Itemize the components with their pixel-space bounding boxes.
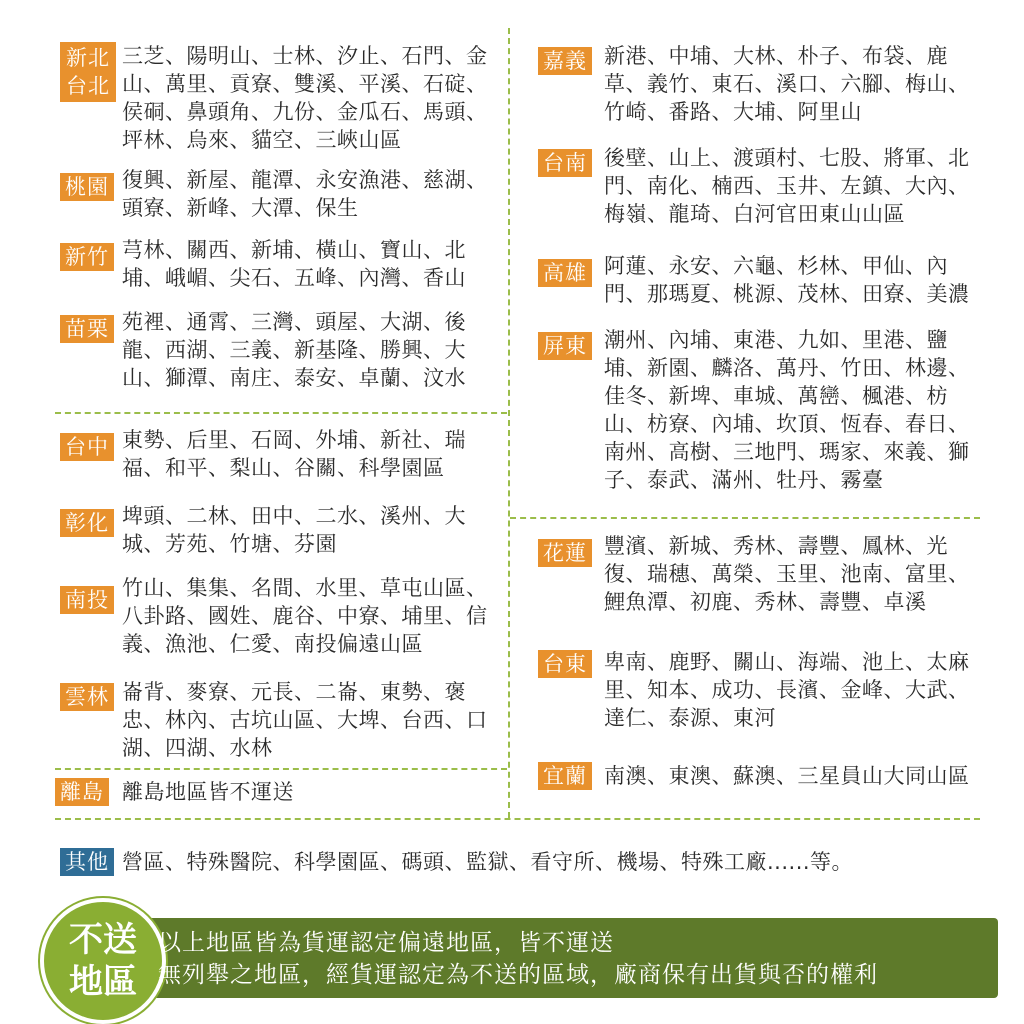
- notice-line-2: 無列舉之地區，經貨運認定為不送的區域，廠商保有出貨與否的權利: [158, 962, 878, 988]
- region-tag: 嘉義: [538, 47, 592, 75]
- region-text: 潮州、內埔、東港、九如、里港、鹽埔、新園、麟洛、萬丹、竹田、林邊、佳冬、新埤、車城、萬巒、楓港、枋山、枋寮、內埔、坎頂、恆春、春日、南州、高樹、三地門、瑪家、來義、獅子、泰武、滿州、牡丹、霧臺: [604, 328, 970, 492]
- region-taitung: [538, 648, 978, 732]
- region-tag: 花蓮: [538, 539, 592, 567]
- region-tag: 台南: [538, 149, 592, 177]
- region-nantou: [60, 574, 500, 658]
- region-text: 南澳、東澳、蘇澳、三星員山大同山區: [604, 764, 970, 788]
- region-tag: 新北 台北: [60, 42, 116, 102]
- region-chiayi: [538, 42, 978, 126]
- region-kaohsiung: [538, 252, 978, 308]
- region-tag: 其他: [60, 848, 114, 876]
- region-tag: 彰化: [60, 509, 114, 537]
- region-text: 三芝、陽明山、士林、汐止、石門、金山、萬里、貢寮、雙溪、平溪、石碇、侯硐、鼻頭角、九份、金瓜石、馬頭、坪林、烏來、貓空、三峽山區: [122, 44, 488, 152]
- region-tag: 台東: [538, 650, 592, 678]
- region-tag: 屏東: [538, 332, 592, 360]
- region-tag: 南投: [60, 586, 114, 614]
- region-tag: 宜蘭: [538, 762, 592, 790]
- region-text: 新港、中埔、大林、朴子、布袋、鹿草、義竹、東石、溪口、六腳、梅山、竹崎、番路、大埔、阿里山: [604, 44, 970, 124]
- region-changhua: [60, 502, 500, 558]
- region-others: [60, 848, 990, 876]
- region-pingtung: [538, 326, 978, 494]
- region-text: 崙背、麥寮、元長、二崙、東勢、褒忠、林內、古坑山區、大埤、台西、口湖、四湖、水林: [122, 680, 488, 760]
- region-yilan: [538, 762, 978, 790]
- notice-line-1: 以上地區皆為貨運認定偏遠地區，皆不運送: [158, 930, 614, 956]
- region-hsinchu: [60, 236, 500, 292]
- region-tag: 雲林: [60, 683, 114, 711]
- region-tag: 新竹: [60, 243, 114, 271]
- region-new-taipei: [60, 42, 500, 154]
- no-delivery-badge: 不送 地區: [40, 898, 166, 1024]
- region-taichung: [60, 426, 500, 482]
- region-miaoli: [60, 308, 500, 392]
- region-text: 苑裡、通霄、三灣、頭屋、大湖、後龍、西湖、三義、新基隆、勝興、大山、獅潭、南庄、泰安、卓蘭、汶水: [122, 310, 466, 390]
- region-text: 離島地區皆不運送: [122, 780, 294, 804]
- region-tag: 高雄: [538, 259, 592, 287]
- region-text: 卑南、鹿野、關山、海端、池上、太麻里、知本、成功、長濱、金峰、大武、達仁、泰源、東河: [604, 650, 970, 730]
- region-text: 復興、新屋、龍潭、永安漁港、慈湖、頭寮、新峰、大潭、保生: [122, 168, 488, 220]
- region-text: 竹山、集集、名間、水里、草屯山區、八卦路、國姓、鹿谷、中寮、埔里、信義、漁池、仁愛、南投偏遠山區: [122, 576, 488, 656]
- region-yunlin: [60, 678, 500, 762]
- left-section-divider: [55, 412, 507, 414]
- right-section-divider: [510, 517, 980, 519]
- column-divider: [508, 28, 510, 818]
- region-tag: 苗栗: [60, 315, 114, 343]
- region-text: 阿蓮、永安、六龜、杉林、甲仙、內門、那瑪夏、桃源、茂林、田寮、美濃: [604, 254, 970, 306]
- bottom-divider: [55, 818, 980, 820]
- region-text: 芎林、關西、新埔、橫山、寶山、北埔、峨嵋、尖石、五峰、內灣、香山: [122, 238, 466, 290]
- left-islands-divider: [55, 768, 507, 770]
- region-tainan: [538, 144, 978, 228]
- region-text: 東勢、后里、石岡、外埔、新社、瑞福、和平、梨山、谷關、科學園區: [122, 428, 466, 480]
- region-tag: 台中: [60, 433, 114, 461]
- region-hualien: [538, 532, 978, 616]
- region-tag: 離島: [55, 778, 109, 806]
- region-text: 後壁、山上、渡頭村、七股、將軍、北門、南化、楠西、玉井、左鎮、大內、梅嶺、龍琦、白河官田東山山區: [604, 146, 970, 226]
- region-text: 豐濱、新城、秀林、壽豐、鳳林、光復、瑞穗、萬榮、玉里、池南、富里、鯉魚潭、初鹿、秀林、壽豐、卓溪: [604, 534, 970, 614]
- region-text: 營區、特殊醫院、科學園區、碼頭、監獄、看守所、機場、特殊工廠......等。: [122, 850, 854, 874]
- region-islands: [55, 778, 495, 806]
- region-text: 埤頭、二林、田中、二水、溪州、大城、芳苑、竹塘、芬園: [122, 504, 466, 556]
- region-tag: 桃園: [60, 173, 114, 201]
- region-taoyuan: [60, 166, 500, 222]
